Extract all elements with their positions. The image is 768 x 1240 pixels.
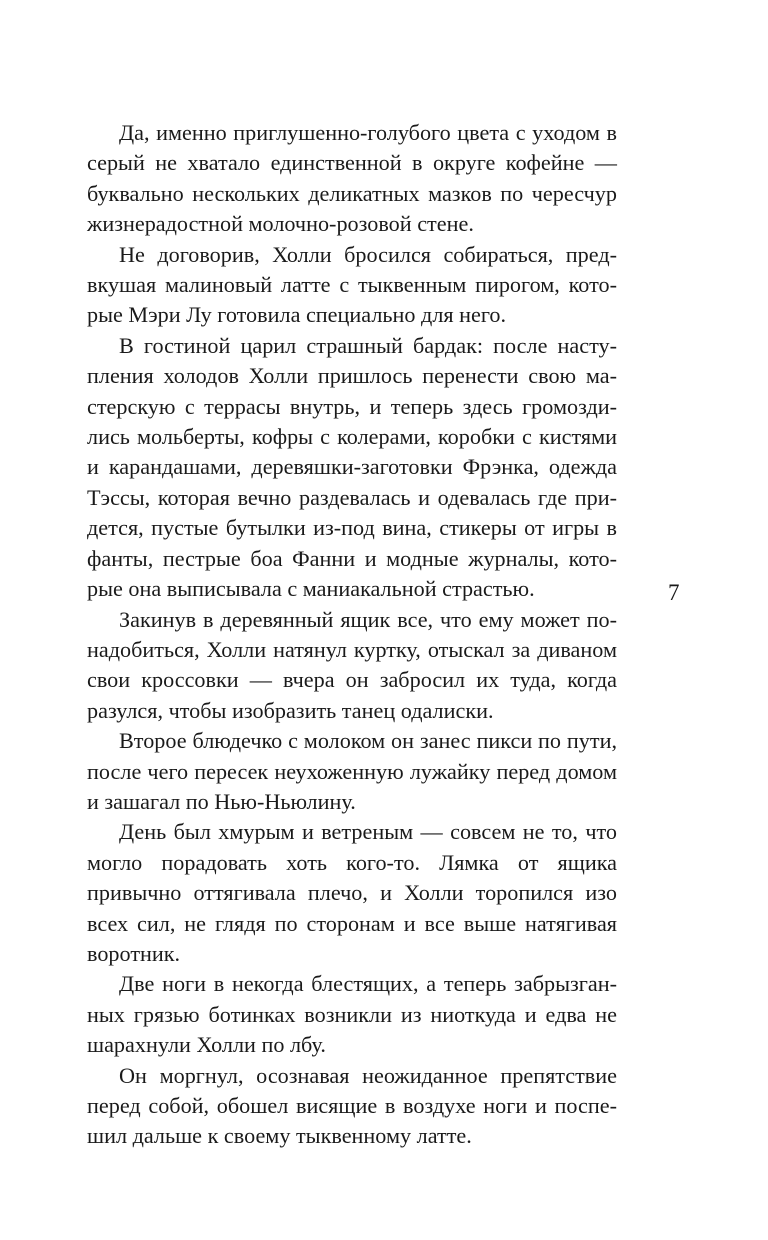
paragraph-1: Да, именно приглушенно-голубого цвета с уходом в серый не хватало единственной в округе кофейне — буквально нескольких деликатных мазков по чересчур жизнерадостной молочно-розовой стене.	[87, 120, 617, 237]
page-number: 7	[668, 580, 680, 605]
book-page-body	[87, 118, 617, 1152]
paragraph-5: Второе блюдечко с молоком он занес пикси по пути, после чего пересек неухоженную лужайку перед домом и зашагал по Нью-Ньюлину.	[87, 728, 617, 814]
paragraph-4: Закинув в деревянный ящик все, что ему может понадобиться, Холли натянул куртку, отыскал за диваном свои кроссовки — вчера он забросил их туда, когда разулся, чтобы изобразить танец одалиски.	[87, 606, 617, 723]
paragraph-2: Не договорив, Холли бросился собираться, предвкушая малиновый латте с тыквенным пирогом, которые Мэри Лу готовила специально для него.	[87, 241, 617, 328]
paragraph-7: Две ноги в некогда блестящих, а теперь забрызганных грязью ботинках возникли из ниоткуда и едва не шарахнули Холли по лбу.	[87, 971, 617, 1058]
paragraph-6: День был хмурым и ветреным — совсем не то, что могло порадовать хоть кого-то. Лямка от ящика привычно оттягивала плечо, и Холли торопился изо всех сил, не глядя по сторонам и все выше натягивая воротник.	[87, 819, 617, 966]
paragraph-3: В гостиной царил страшный бардак: после наступления холодов Холли пришлось перенести свою мастерскую с террасы внутрь, и теперь здесь громоздились мольберты, кофры с колерами, коробки с кистями и карандашами, деревяшки-заготовки Фрэнка, одежда Тэссы, которая вечно раздевалась и одевалась где придется, пустые бутылки из-под вина, стикеры от игры в фанты, пестрые боа Фанни и модные журналы, которые она выписывала с маниакальной страстью.	[87, 332, 617, 602]
paragraph-8: Он моргнул, осознавая неожиданное препятствие перед собой, обошел висящие в воздухе ноги и поспешил дальше к своему тыквенному латте.	[87, 1062, 617, 1149]
